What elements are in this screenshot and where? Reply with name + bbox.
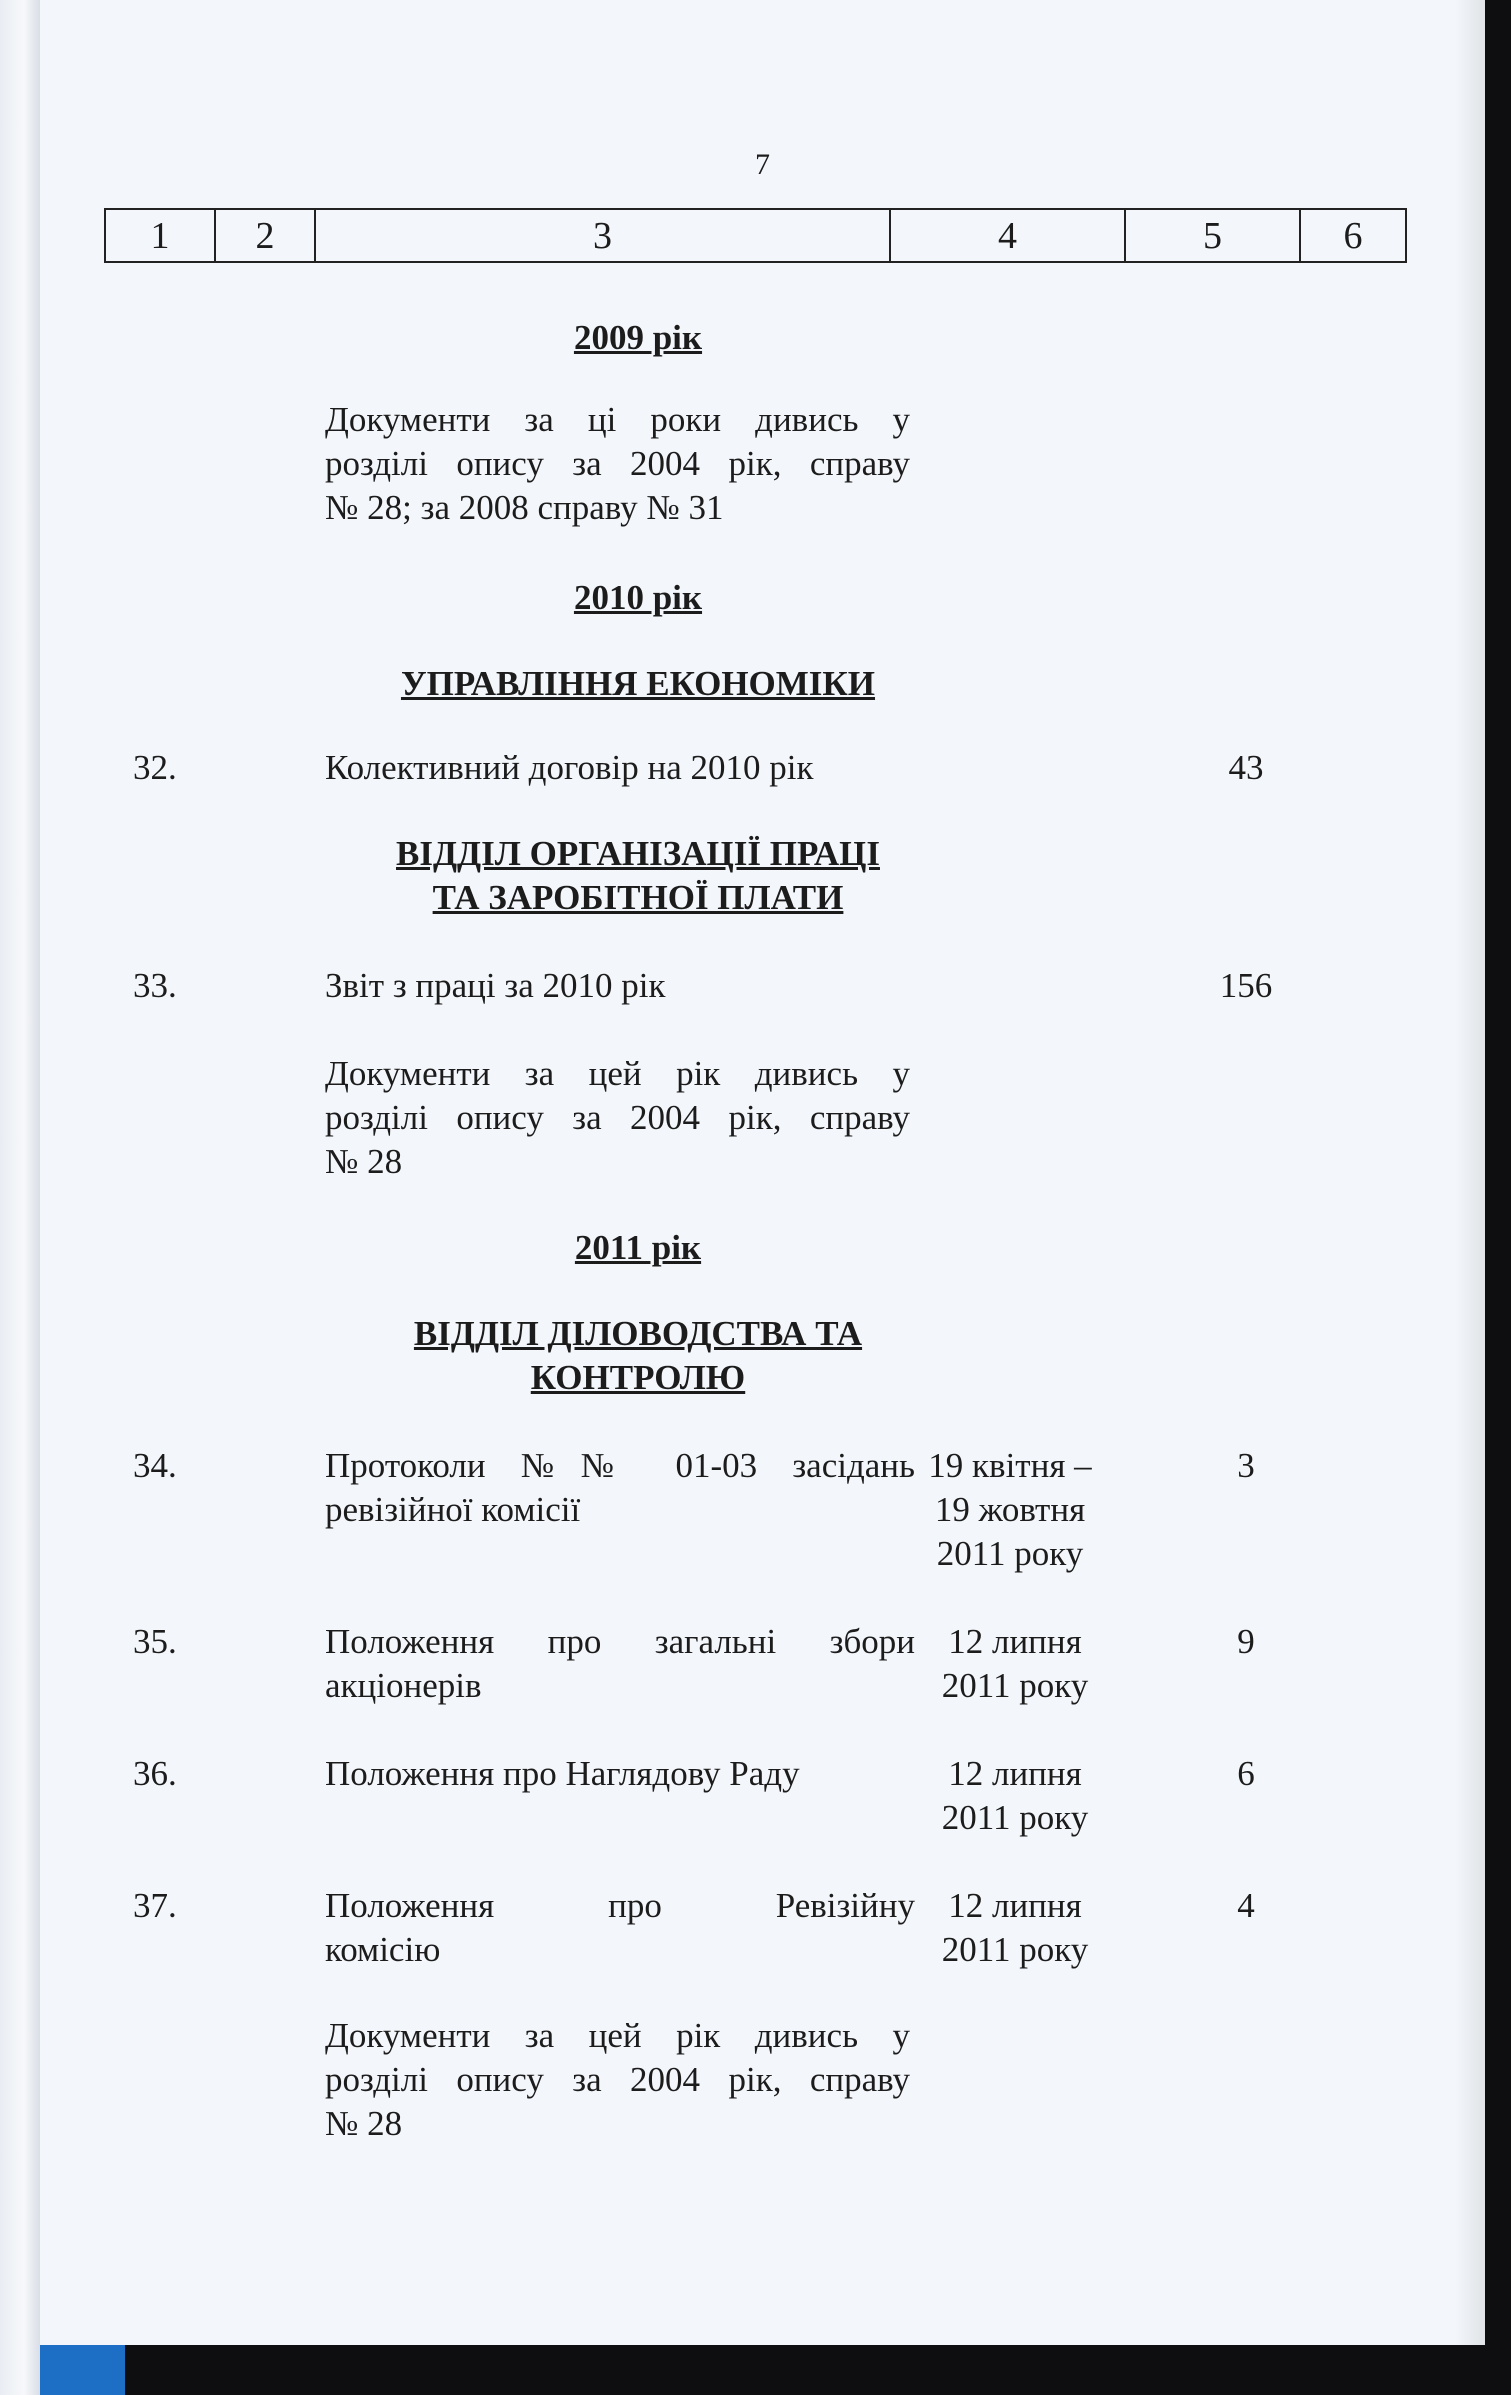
note-2010: Документи за цей рік дивись у розділі опису за 2004 рік, справу № 28 bbox=[325, 1054, 910, 1181]
page-number: 7 bbox=[755, 148, 770, 181]
column-header-table bbox=[104, 208, 1407, 263]
column-header: 4 bbox=[890, 209, 1125, 262]
note-2009: Документи за ці роки дивись у розділі опису за 2004 рік, справу № 28; за 2008 справу № 31 bbox=[325, 400, 910, 527]
column-header: 3 bbox=[315, 209, 890, 262]
column-header: 1 bbox=[105, 209, 215, 262]
book-binding bbox=[0, 0, 40, 2395]
note-2011: Документи за цей рік дивись у розділі опису за 2004 рік, справу № 28 bbox=[325, 2016, 910, 2143]
department-heading-labor: ВІДДІЛ ОРГАНІЗАЦІЇ ПРАЦІ ТА ЗАРОБІТНОЇ ПЛАТИ bbox=[396, 834, 880, 917]
column-header: 5 bbox=[1125, 209, 1300, 262]
document-page: 7 1 2 3 4 5 6 2009 рік Документи за ці роки дивись у розділі опису за 2004 рік, справу № 28; за 2008 справу № 31 2010 рік УПРАВЛІННЯ ЕКОНОМІКИ 32. Колективний договір на 2010 рік 43 ВІДДІЛ ОРГАНІЗАЦІЇ ПРАЦІ ТА ЗАРОБІТНОЇ ПЛАТИ 33. Звіт з праці за 2010 рік 156 Документи за цей рік дивись у розділі опису за 2004 рік, справу № 28 2011 рік ВІДДІЛ ДІЛОВОДСТВА ТА КОНТРОЛЮ 34. Протоколи №№ 01-03 засідань ревізійної комісії 19 квітня – 19 жовтня 2011 року 3 35. Положення про загальні збори акціонерів 12 липня 2011 року 9 36. Положення про Наглядову Раду 12 липня 2011 року 6 37. Положення про Ревізійну комісію 12 липня 2011 року 4 Документи за цей рік дивись у розділі опису за 2004 рік, справу № 28 bbox=[40, 0, 1485, 2345]
column-header: 2 bbox=[215, 209, 315, 262]
column-header: 6 bbox=[1300, 209, 1406, 262]
year-heading-2010: 2010 рік bbox=[573, 578, 703, 617]
year-heading-2009: 2009 рік bbox=[573, 318, 703, 357]
department-heading-records: ВІДДІЛ ДІЛОВОДСТВА ТА КОНТРОЛЮ bbox=[413, 1314, 863, 1397]
department-heading-economy: УПРАВЛІННЯ ЕКОНОМІКИ bbox=[400, 664, 876, 703]
year-heading-2011: 2011 рік bbox=[574, 1228, 702, 1267]
